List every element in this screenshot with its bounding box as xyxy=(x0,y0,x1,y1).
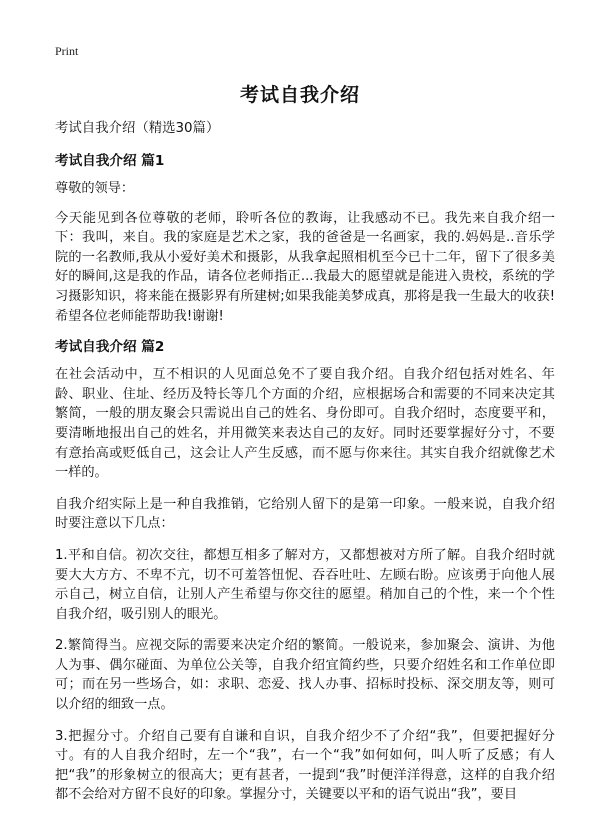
document-title: 考试自我介绍 xyxy=(239,84,360,106)
paragraph: 1.平和自信。初次交往，都想互相多了解对方，又都想被对方所了解。自我介绍时就要大大方方、不卑不亢，切不可羞答忸怩、吞吞吐吐、左顾右盼。应该勇于向他人展示自己，树立自信，让别人产生希望与你交往的愿望。稍加自己的个性，来一个个性自我介绍，吸引别人的眼光。 xyxy=(55,547,555,622)
paragraph: 自我介绍实际上是一种自我推销，它给别人留下的是第一印象。一般来说，自我介绍时要注意以下几点： xyxy=(55,496,555,532)
document-subtitle: 考试自我介绍（精选30篇） xyxy=(55,121,220,136)
section-1 xyxy=(55,152,555,326)
section-heading: 考试自我介绍 篇1 xyxy=(55,153,165,169)
paragraph: 今天能见到各位尊敬的老师，聆听各位的教诲，让我感动不已。我先来自我介绍一下：我叫，来自。我的家庭是艺术之家，我的爸爸是一名画家，我的.妈妈是..音乐学院的一名教师,我从小爱好美术和摄影，从我拿起照相机至今已十二年，留下了很多美好的瞬间,这是我的作品，请各位老师指正...我最大的愿望就是能进入贵校，系统的学习摄影知识，将来能在摄影界有所建树;如果我能美梦成真，那将是我一生最大的收获!希望各位老师能帮助我!谢谢! xyxy=(55,210,555,324)
paragraph: 尊敬的领导： xyxy=(55,181,135,196)
paragraph: 3.把握分寸。介绍自己要有自谦和自识，自我介绍少不了介绍“我”，但要把握好分寸。有的人自我介绍时，左一个“我”，右一个“我”如何如何，叫人听了反感；有人把“我”的形象树立的很高大；更有甚者，一提到“我”时便洋洋得意，这样的自我介绍都不会给对方留不良好的印象。掌握分寸，关键要以平和的语气说出“我”，要目 xyxy=(55,728,555,803)
document-body xyxy=(55,120,555,817)
paragraph: 2.繁简得当。应视交际的需要来决定介绍的繁简。一般说来，参加聚会、演讲、为他人为事、偶尔碰面、为单位公关等，自我介绍宜简约些，只要介绍姓名和工作单位即可；而在另一些场合，如：求职、恋爱、找人办事、招标时投标、深交朋友等，则可以介绍的细致一点。 xyxy=(55,638,555,713)
paragraph: 在社会活动中，互不相识的人见面总免不了要自我介绍。自我介绍包括对姓名、年龄、职业、住址、经历及特长等几个方面的介绍，应根据场合和需要的不同来决定其繁简，一般的朋友聚会只需说出自己的姓名、身份即可。自我介绍时，态度要平和，要清晰地报出自己的姓名，并用微笑来表达自己的友好。同时还要掌握好分寸，不要有意抬高或贬低自己，这会让人产生反感，而不愿与你来往。其实自我介绍就像艺术一样的。 xyxy=(55,367,555,481)
print-label[interactable]: Print xyxy=(55,44,79,58)
section-2 xyxy=(55,338,555,805)
section-heading: 考试自我介绍 篇2 xyxy=(55,339,165,356)
